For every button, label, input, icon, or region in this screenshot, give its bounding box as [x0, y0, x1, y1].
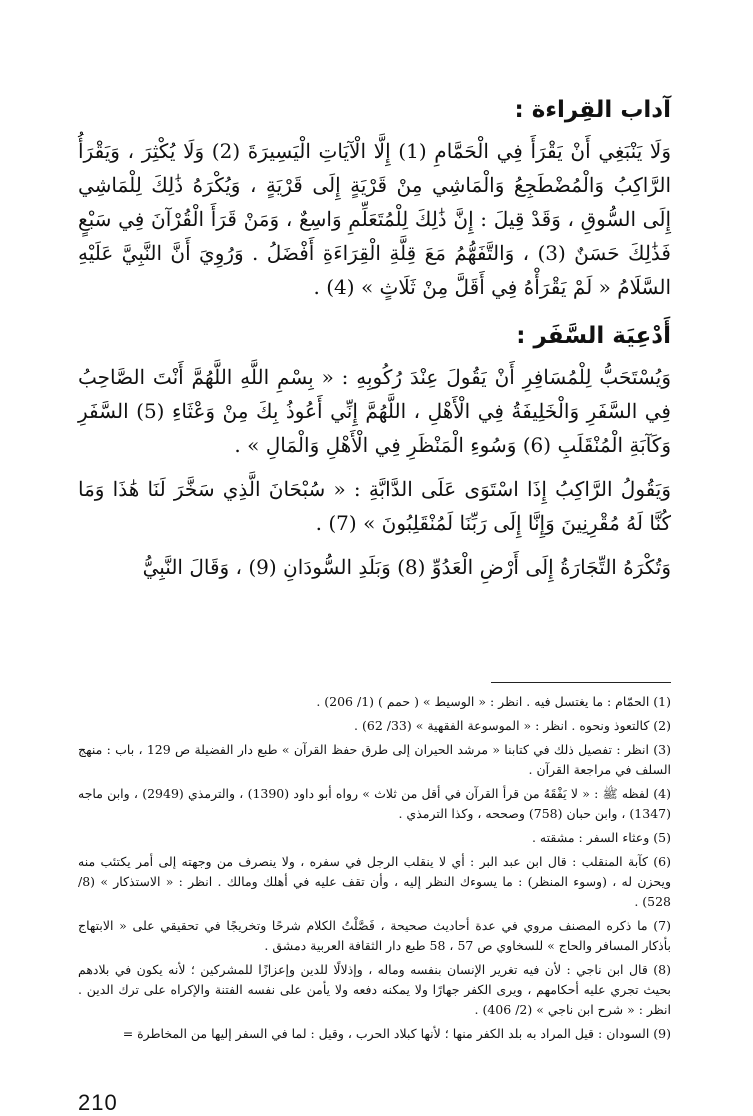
body-paragraph: وَيُسْتَحَبُّ لِلْمُسَافِرِ أَنْ يَقُولَ عِنْدَ رُكُوبِهِ : « بِسْمِ اللَّهِ اللَّهُمَّ أَنْتَ الصَّاحِبُ فِي السَّفَرِ وَالْخَلِيفَةُ فِي الْأَهْلِ ، اللَّهُمَّ إِنِّي أَعُوذُ بِكَ مِنْ وَعْثَاءِ (5) السَّفَرِ وَكَآبَةِ الْمُنْقَلَبِ (6) وَسُوءِ الْمَنْظَرِ فِي الْأَهْلِ وَالْمَالِ » .	[78, 365, 671, 457]
footnote-divider	[491, 682, 671, 683]
footnote: (8) قال ابن ناجي : لأن فيه تغرير الإنسان بنفسه وماله ، وإذلالًا للدين وإعزازًا للمشركين ؛ لأنه يكون في بلادهم بحيث تجري عليه أحكامهم ، ويرى الكفر جهارًا ولا يمكنه دفعه ولا يأمن على نفسه الفتنة والإكراه على ترك الدين . انظر : « شرح ابن ناجي » (2/ 406) .	[78, 962, 671, 1017]
footnote: (7) ما ذكره المصنف مروي في عدة أحاديث صحيحة ، فَصَّلْتُ الكلام شرحًا وتخريجًا في تحقيقي على « الابتهاج بأذكار المسافر والحاج » للسخاوي ص 57 ، 58 طبع دار الثقافة العربية دمشق .	[78, 918, 671, 953]
footnotes	[78, 692, 671, 1048]
section-heading: آداب القِراءة :	[514, 97, 671, 123]
section-heading: أَدْعِيَة السَّفَر :	[516, 323, 671, 349]
footnote: (2) كالتعوذ ونحوه . انظر : « الموسوعة الفقهية » (33/ 62) .	[354, 718, 671, 733]
body-paragraph: وَيَقُولُ الرَّاكِبُ إِذَا اسْتَوَى عَلَى الدَّابَّةِ : « سُبْحَانَ الَّذِي سَخَّرَ لَنَا هَٰذَا وَمَا كُنَّا لَهُ مُقْرِنِينَ وَإِنَّا إِلَى رَبِّنَا لَمُنْقَلِبُونَ » (7) .	[78, 477, 671, 535]
footnote: (9) السودان : قيل المراد به بلد الكفر منها ؛ لأنها كبلاد الحرب ، وقيل : لما في السفر إليها من المخاطرة =	[122, 1026, 671, 1041]
body-paragraph: وَلَا يَنْبَغِي أَنْ يَقْرَأَ فِي الْحَمَّامِ (1) إِلَّا الْآيَاتِ الْيَسِيرَةَ (2) وَلَا يُكْثِرَ ، وَيَقْرَأُ الرَّاكِبُ وَالْمُضْطَجِعُ وَالْمَاشِي مِنْ قَرْيَةٍ إِلَى قَرْيَةٍ ، وَيُكْرَهُ ذَٰلِكَ لِلْمَاشِي إِلَى السُّوقِ ، وَقَدْ قِيلَ : إِنَّ ذَٰلِكَ لِلْمُتَعَلِّمِ وَاسِعٌ ، وَمَنْ قَرَأَ الْقُرْآنَ فِي سَبْعٍ فَذَٰلِكَ حَسَنٌ (3) ، وَالتَّفَهُّمُ مَعَ قِلَّةِ الْقِرَاءَةِ أَفْضَلُ . وَرُوِيَ أَنَّ النَّبِيَّ عَلَيْهِ السَّلَامُ « لَمْ يَقْرَأْهُ فِي أَقَلَّ مِنْ ثَلَاثٍ » (4) .	[78, 139, 672, 299]
footnote: (6) كآبة المنقلب : قال ابن عبد البر : أي لا ينقلب الرجل في سفره ، ولا ينصرف من وجهته إلى أمر يكتئب منه ويحزن له ، (وسوء المنظر) : ما يسوءك النظر إليه ، وأن تقف عليه في أهلك ومالك . انظر : « الاستذكار » (8/ 528) .	[78, 854, 672, 909]
page-body	[78, 78, 671, 1113]
footnote: (4) لفظه ﷺ : « لا يَفْقَهُ من قرأ القرآن في أقل من ثلاث » رواه أبو داود (1390) ، والترمذي (2949) ، وابن ماجه (1347) ، وابن حبان (758) وصححه ، وكذا الترمذي .	[78, 786, 671, 821]
section-travel-supplications	[78, 318, 671, 584]
section-reading-etiquette	[78, 92, 671, 304]
page-number: 210	[78, 1090, 118, 1115]
body-paragraph: وَتُكْرَهُ التِّجَارَةُ إِلَى أَرْضِ الْعَدُوِّ (8) وَبَلَدِ السُّودَانِ (9) ، وَقَالَ النَّبِيُّ	[142, 555, 671, 579]
footnote: (5) وعثاء السفر : مشقته .	[531, 830, 671, 845]
footnote: (1) الحمّام : ما يغتسل فيه . انظر : « الوسيط » ( حمم ) (1/ 206) .	[316, 694, 671, 709]
footnote: (3) انظر : تفصيل ذلك في كتابنا « مرشد الحيران إلى طرق حفظ القرآن » طبع دار الفضيلة ص 129 ، باب : منهج السلف في مراجعة القرآن .	[78, 742, 671, 777]
